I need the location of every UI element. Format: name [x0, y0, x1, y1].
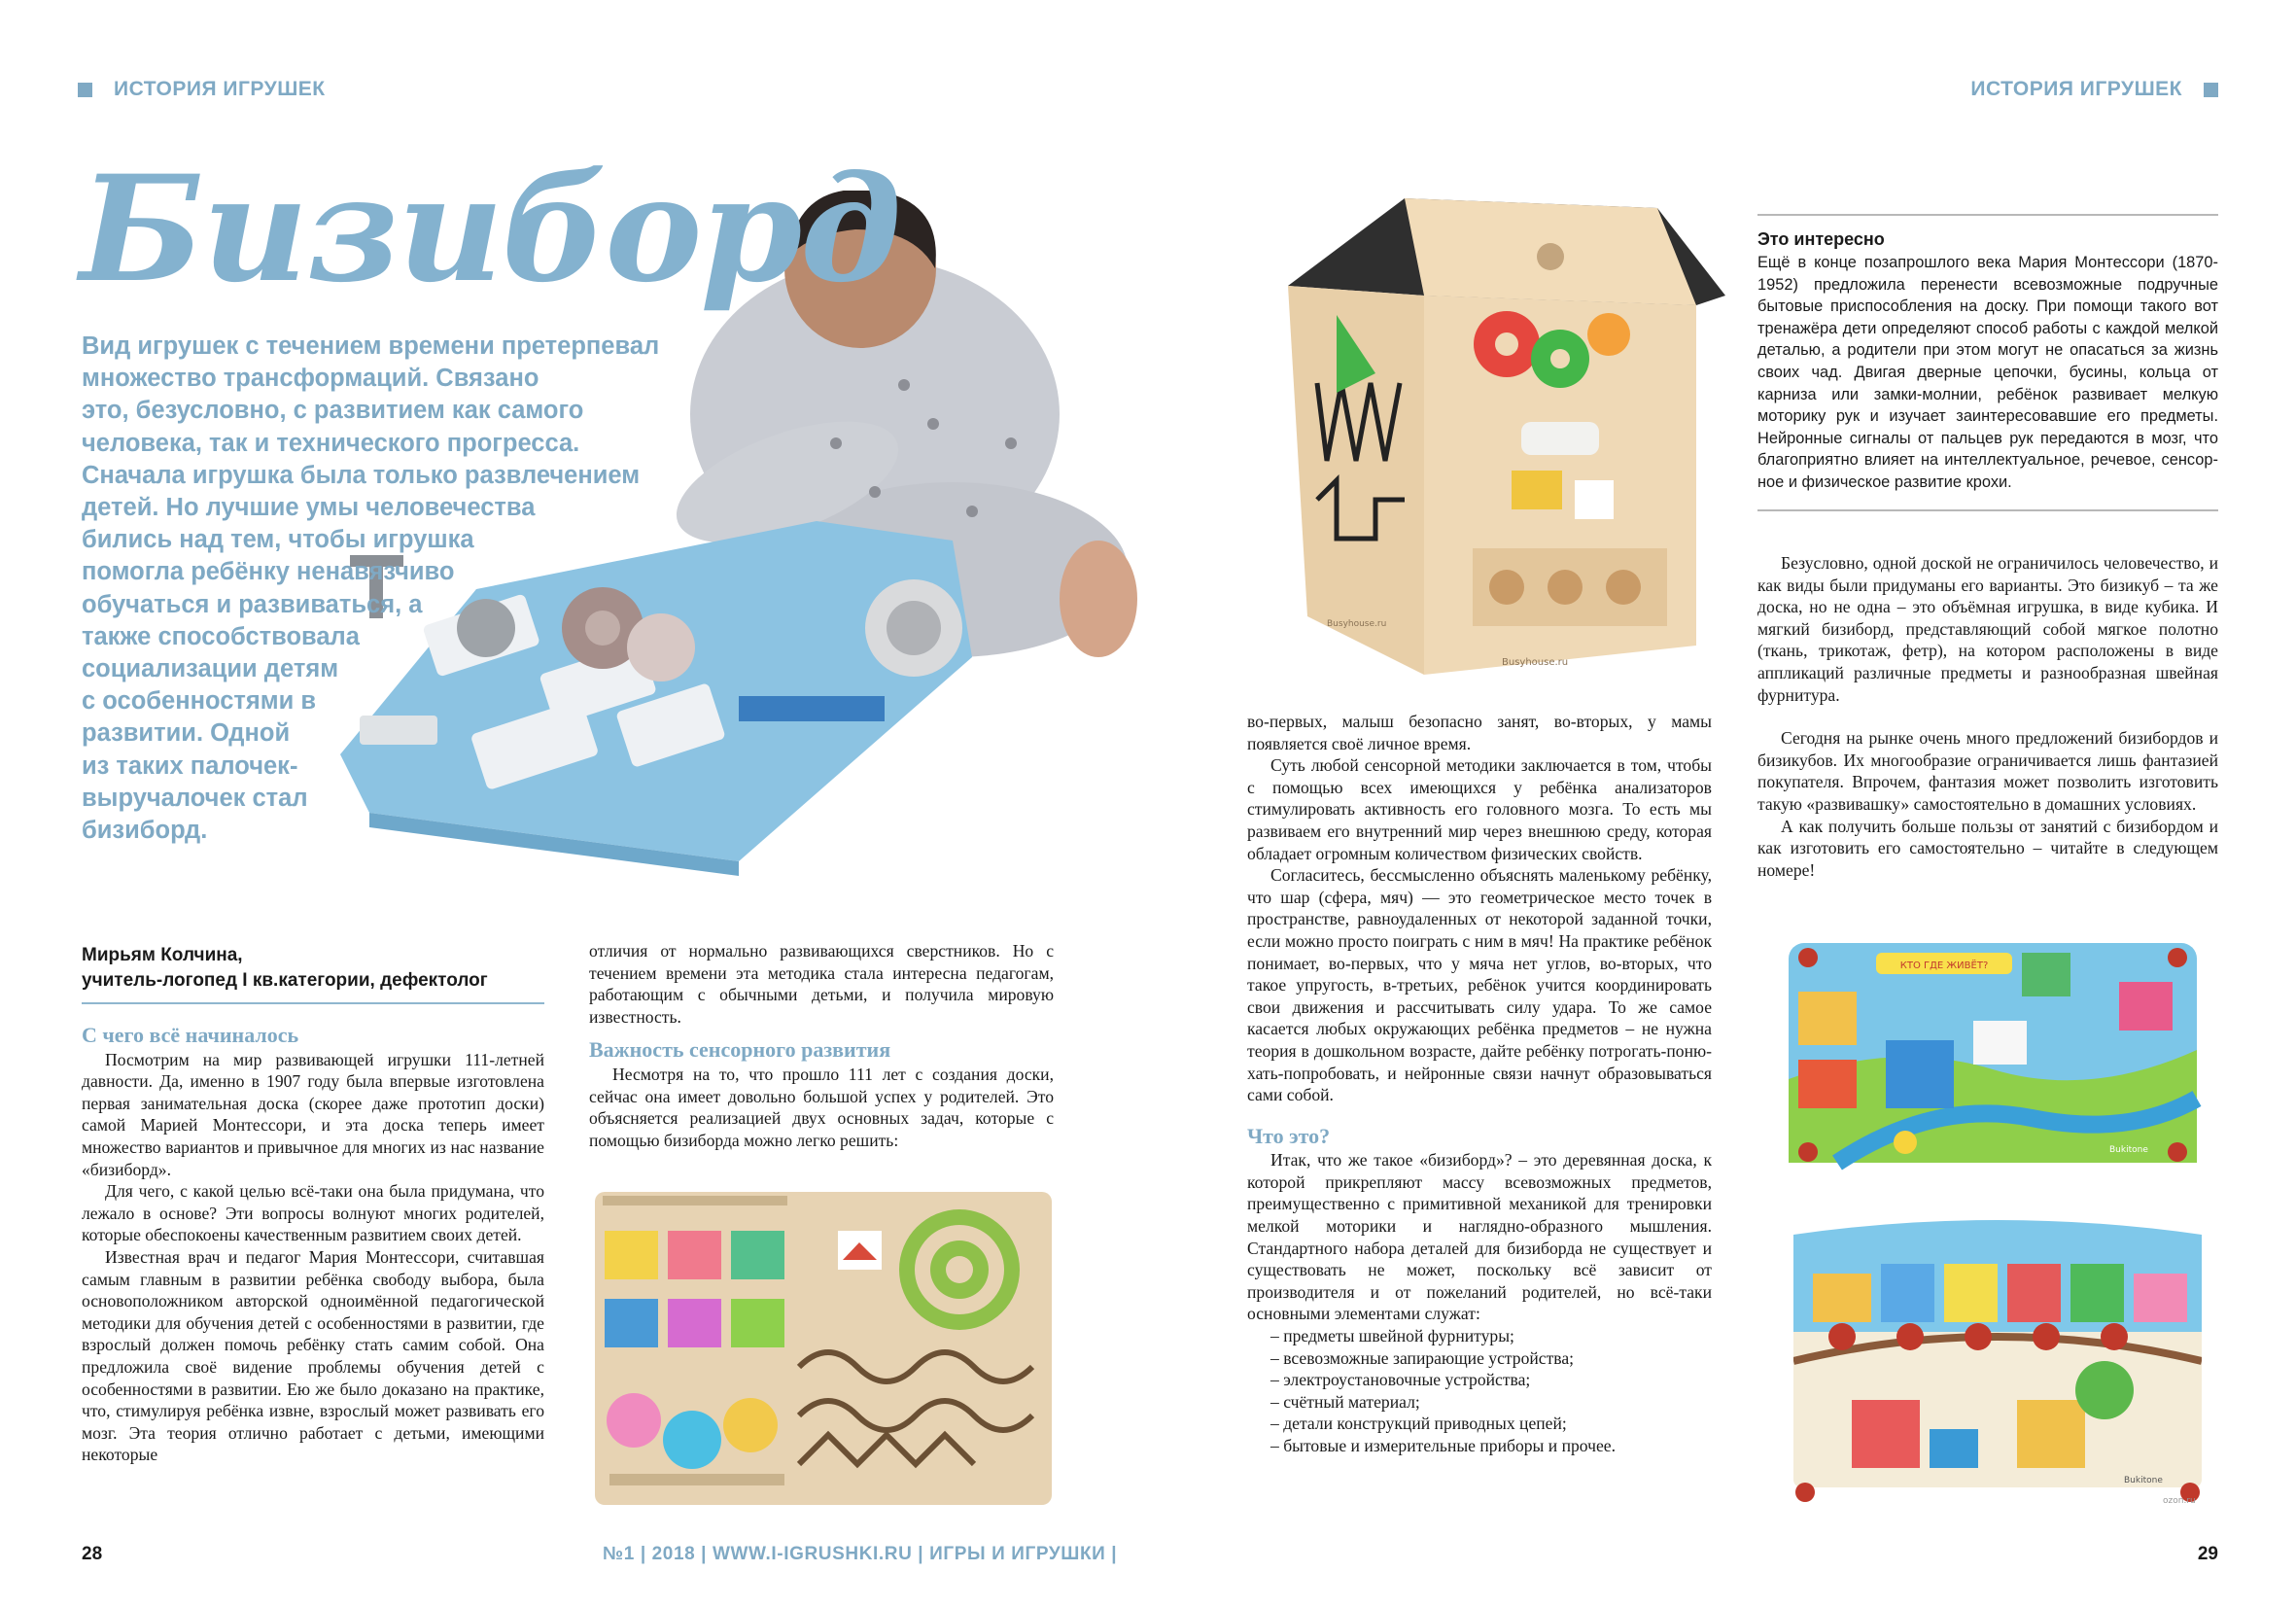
page-number-left: 28: [82, 1544, 103, 1564]
author-divider: [82, 1002, 544, 1004]
lead-line: развитии. Одной: [82, 719, 291, 748]
paragraph: во-первых, малыш безопасно занят, во-вторых, у мамы появляется своё личное время.: [1247, 712, 1712, 753]
wooden-busyboard-photo: [595, 1192, 1052, 1505]
page-number-right: 29: [2197, 1544, 2218, 1564]
house-sign: Busyhouse.ru: [1502, 657, 1569, 668]
square-bullet-icon: [2204, 83, 2218, 97]
elements-list: [1247, 1325, 1712, 1457]
lead-line: помогла ребёнку ненавязчиво: [82, 558, 455, 586]
paragraph: Для чего, с какой целью всё-таки она была придумана, что лежало в основе? Эти вопросы волнуют многих родителей, которые обеспокоены качественным развитием своих детей.: [82, 1181, 544, 1245]
text-column-1: [82, 1025, 544, 1466]
paragraph: Суть любой сенсорной методики заключается в том, чтобы с помощью всех имеющихся у ребёнка анализаторов стимулировать активность его головного мозга. То есть мы развиваем его внутренний мир через внешнюю среду, которая обладает огромным количеством физических свойств.: [1247, 755, 1712, 863]
list-item: – предметы швейной фурнитуры;: [1270, 1326, 1514, 1346]
section-tag-left: [78, 78, 326, 101]
farm-board-sign: Bukitone: [2109, 1145, 2148, 1155]
paragraph: А как получить больше пользы от занятий с бизибордом и как изготовить его самостоятельно – читайте в следующем номере!: [1757, 816, 2218, 880]
author-block: [82, 943, 488, 994]
paragraph: Посмотрим на мир развивающей игрушки 111-летней давности. Да, именно в 1907 году была впервые изготовлена первая занимательная доска (скорее даже прототип доски) самой Марией Монтессори, и эта доска теперь имеет множество вариантов и привычное для многих из нас название «бизиборд».: [82, 1049, 544, 1179]
paragraph: отличия от нормально развивающихся сверстников. Но с течением времени эта методика стала интересна педагогам, работающим с обычными детьми, и получила мировую известность.: [589, 941, 1054, 1027]
section-tag-text: ИСТОРИЯ ИГРУШЕК: [1970, 78, 2182, 100]
box-top-rule: [1757, 214, 2218, 216]
lead-line: бизиборд.: [82, 817, 208, 845]
watermark: ozon.ru: [2163, 1496, 2196, 1506]
lead-line: это, безусловно, с развитием как самого: [82, 397, 584, 425]
lead-paragraph: [82, 331, 660, 847]
house-sign-2: Busyhouse.ru: [1327, 619, 1387, 629]
lead-line: множество трансформаций. Связано: [82, 365, 539, 393]
paragraph: Итак, что же такое «бизиборд»? – это деревянная доска, к которой прикрепляют массу всевозможных предметов, преимущественно с примитивной механикой для тренировки мелкой моторики и наглядно-образного мышления. Стандартного набора деталей для бизиборда не существует и существовать не может, поскольку всё зависит от производителя и от пожеланий родителей, но всё-таки основными элементами служат:: [1247, 1150, 1712, 1324]
lead-line: из таких палочек-: [82, 751, 298, 780]
train-board-sign: Bukitone: [2124, 1476, 2163, 1485]
subheading-origins: С чего всё начиналось: [82, 1023, 299, 1047]
paragraph: Сегодня на рынке очень много предложений бизибордов и бизикубов. Их многообразие ограничивается лишь фантазией покупателя. Впрочем, фантазия может позволить изготовить такую «развивашку» самостоятельно в домашних условиях.: [1757, 728, 2218, 814]
box-title: Это интересно: [1757, 229, 1885, 249]
lead-line: выручалочек стал: [82, 784, 308, 812]
text-column-3: [1247, 711, 1712, 1457]
author-role: учитель-логопед I кв.категории, дефектолог: [82, 970, 488, 991]
article-title: Бизиборд: [80, 144, 900, 315]
farm-busyboard-photo: [1779, 933, 2207, 1172]
interesting-fact-box: [1757, 214, 2218, 511]
box-text: Ещё в конце позапрошлого века Мария Монтессори (1870-1952) предложила перенести всевозможные подручные бытовые приспособления на доску. При помощи такого вот тренажёра дети определяют способ работы с каждой мелкой деталью, а родители при этом могут не опасаться за жизнь своих чад. Двигая дверные цепочки, бусины, кольца от карниза или замки-молнии, ребёнок развивает мелкую моторику рук и изучает заинтересовавшие его предметы. Нейронные сигналы от пальцев рук передаются в мозг, что благоприятно влияет на интеллектуальное, речевое, сенсорное и физическое развитие крохи.: [1757, 254, 2218, 491]
list-item: – всевозможные запирающие устройства;: [1270, 1347, 1575, 1368]
section-tag-right: [1970, 78, 2218, 101]
author-name: Мирьям Колчина,: [82, 945, 243, 965]
paragraph: Согласитесь, бессмысленно объяснять маленькому ребёнку, что шар (сфера, мяч) — это геометрическое место точек в пространстве, равноудаленных от некоторой заданной точки, если можно просто поиграть с ним в мяч! На практике ребёнок понимает, во-первых, что у мяча нет углов, во-вторых, что такое упругость, в-третьих, ребёнок учится координировать свои движения и рассчитывать силу удара. То же самое касается любых окружающих ребёнка предметов – не нужна теория в дошкольном возрасте, дайте ребёнку потрогать-понюхать-попробовать, и нейронные связи начнут образовываться сами собой.: [1247, 865, 1712, 1105]
subheading-sensory: Важность сенсорного развития: [589, 1037, 891, 1063]
lead-line: Вид игрушек с течением времени претерпевал: [82, 332, 660, 360]
lead-line: обучаться и развиваться, а: [82, 590, 423, 618]
lead-line: человека, так и технического прогресса.: [82, 429, 580, 457]
paragraph: Известная врач и педагог Мария Монтессори, считавшая самым главным в развитии ребёнка свободу выбора, была основоположником авторской одноимённой педагогической методики для обучения детей с особенностями в развитии, где взрослый должен помочь ребёнку стать самим собой. Она предложила своё видение проблемы обучения детей с особенностями в развитии. Ею же было доказано на практике, что, стимулируя ребёнка извне, взрослый может развивать его мозг. Эта теория отлично работает с детьми, имеющими некоторые: [82, 1246, 544, 1465]
lead-line: с особенностями в: [82, 687, 317, 716]
lead-line: социализации детям: [82, 655, 339, 683]
text-column-2: [589, 940, 1054, 1151]
lead-line: также способствовала: [82, 622, 360, 650]
text-column-4: [1757, 552, 2218, 881]
paragraph: Безусловно, одной доской не ограничилось человечество, и как виды были придуманы его варианты. Это бизикуб – та же доска, но не одна – это объёмная игрушка, в виде кубика. И мягкий бизиборд, представляющий собой мягкое полотно (ткань, трикотаж, фетр), на котором расположены в виде аппликаций различные предметы и разнообразная швейная фурнитура.: [1757, 553, 2218, 705]
lead-line: бились над тем, чтобы игрушка: [82, 526, 474, 554]
list-item: – детали конструкций приводных цепей;: [1270, 1414, 1567, 1434]
list-item: – бытовые и измерительные приборы и прочее.: [1270, 1436, 1617, 1455]
paragraph: Несмотря на то, что прошло 111 лет с создания доски, сейчас она имеет довольно большой успех у родителей. Это объясняется реализацией двух основных задач, которые с помощью бизиборда можно легко решить:: [589, 1064, 1054, 1150]
subheading-what-is: Что это?: [1247, 1123, 1331, 1148]
lead-line: детей. Но лучшие умы человечества: [82, 494, 536, 522]
box-bottom-rule: [1757, 509, 2218, 511]
farm-board-label: КТО ГДЕ ЖИВЁТ?: [1899, 961, 1989, 971]
list-item: – счётный материал;: [1270, 1391, 1420, 1412]
lead-line: Сначала игрушка была только развлечением: [82, 461, 641, 489]
list-item: – электроустановочные устройства;: [1270, 1370, 1531, 1390]
section-tag-text: ИСТОРИЯ ИГРУШЕК: [114, 78, 326, 100]
busy-house-photo: [1269, 189, 1739, 694]
square-bullet-icon: [78, 83, 92, 97]
magazine-footer: №1 | 2018 | WWW.I-IGRUSHKI.RU | ИГРЫ И ИГРУШКИ |: [603, 1544, 1118, 1564]
train-busyboard-photo: [1793, 1215, 2202, 1507]
